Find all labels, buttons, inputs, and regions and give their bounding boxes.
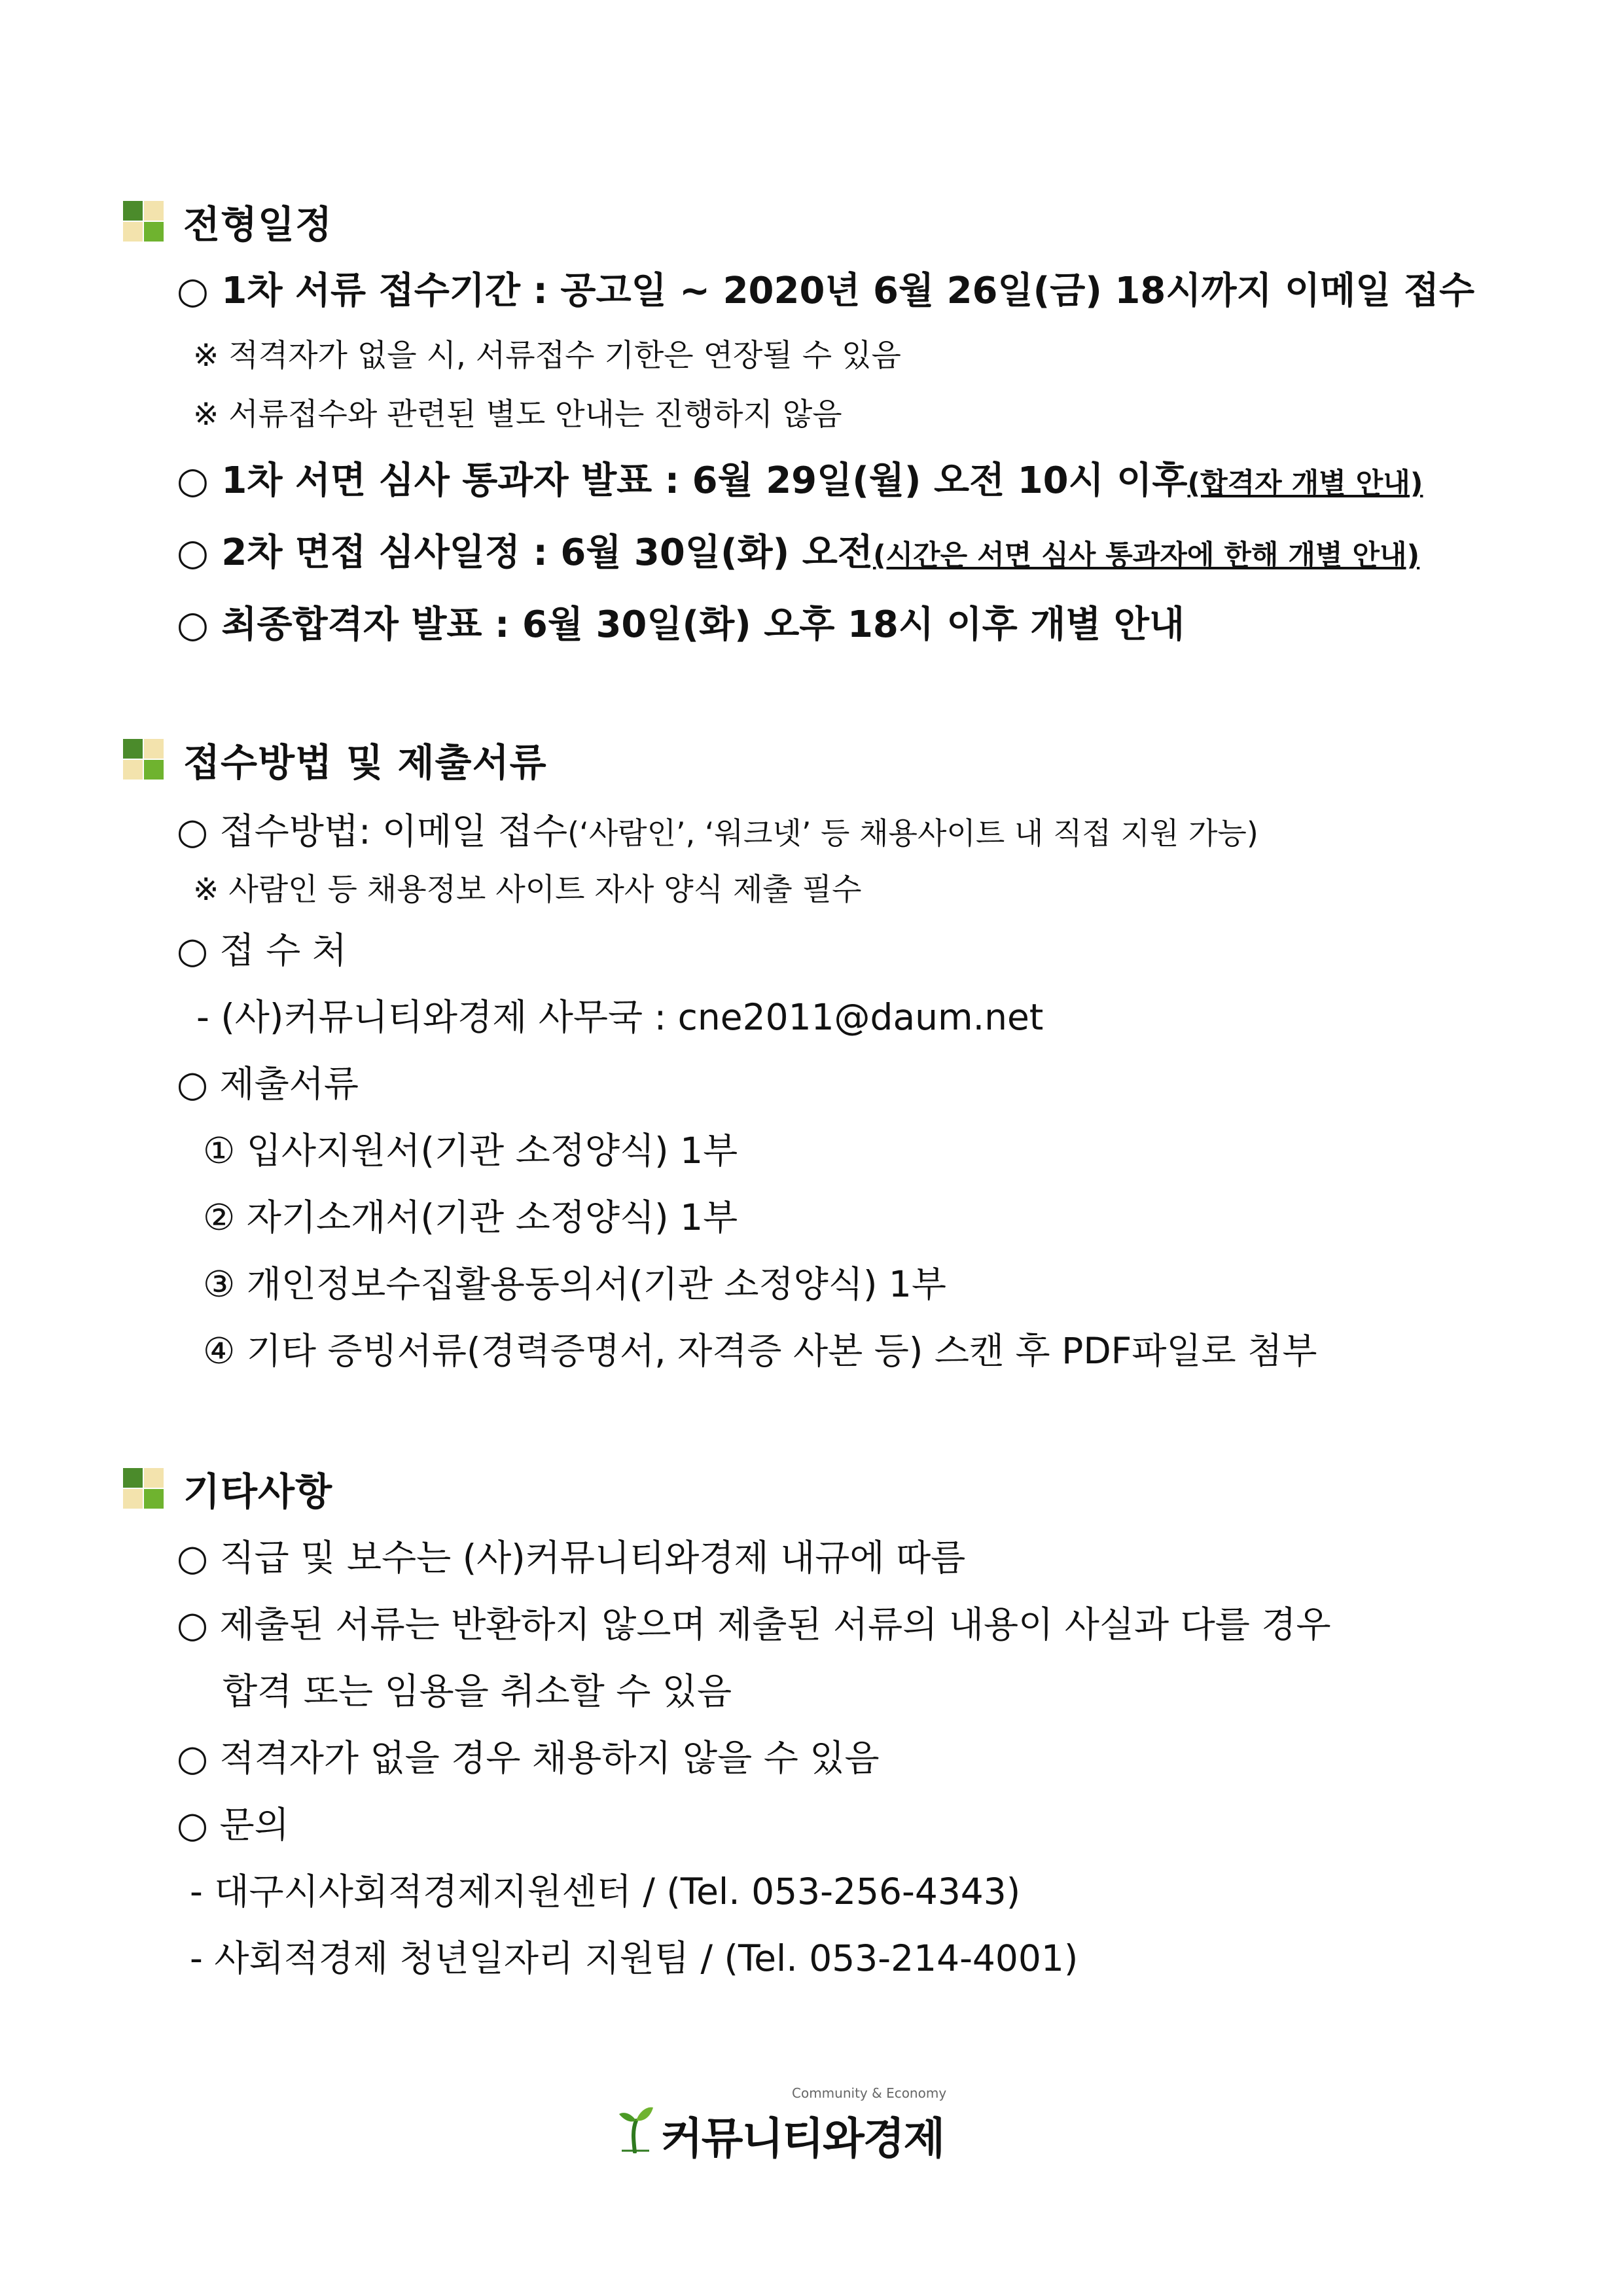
schedule-footnote: (시간은 서면 심사 통과자에 한해 개별 안내) [872, 539, 1420, 572]
schedule-text: ○ 1차 서면 심사 통과자 발표 : 6월 29일(월) 오전 10시 이후 [177, 459, 1188, 502]
contact-line: - 대구시사회적경제지원센터 / (Tel. 053-256-4343) [190, 1871, 1021, 1912]
section-heading-schedule [123, 194, 332, 249]
document-item: ③ 개인정보수집활용동의서(기관 소정양식) 1부 [203, 1263, 947, 1305]
section-title: 전형일정 [183, 202, 333, 247]
bullet-squares-icon [123, 1468, 164, 1509]
contact-line: - 사회적경제 청년일자리 지원팀 / (Tel. 053-214-4001) [190, 1937, 1079, 1979]
other-line: ○ 제출된 서류는 반환하지 않으며 제출된 서류의 내용이 사실과 다를 경우 [177, 1604, 1331, 1645]
schedule-line [177, 524, 1419, 576]
logo-text: 커뮤니티와경제 [661, 2113, 944, 2164]
method-address: - (사)커뮤니티와경제 사무국 : cne2011@daum.net [196, 996, 1044, 1038]
method-text-small: (‘사람인’, ‘워크넷’ 등 채용사이트 내 직접 지원 가능) [567, 816, 1258, 851]
schedule-note: ※ 서류접수와 관련된 별도 안내는 진행하지 않음 [193, 397, 842, 433]
method-line: ○ 제출서류 [177, 1063, 359, 1105]
section-heading-method [123, 732, 547, 787]
schedule-note: ※ 적격자가 없을 시, 서류접수 기한은 연장될 수 있음 [193, 338, 901, 374]
other-line: ○ 적격자가 없을 경우 채용하지 않을 수 있음 [177, 1737, 880, 1779]
other-line: ○ 직급 및 보수는 (사)커뮤니티와경제 내규에 따름 [177, 1537, 966, 1579]
method-line [177, 802, 1258, 854]
other-line-continued: 합격 또는 임용을 취소할 수 있음 [223, 1670, 732, 1712]
document-item: ④ 기타 증빙서류(경력증명서, 자격증 사본 등) 스캔 후 PDF파일로 첨부 [203, 1330, 1317, 1372]
section-heading-other [123, 1461, 332, 1516]
logo-subtitle: Community & Economy [792, 2085, 947, 2101]
sprout-icon [616, 2094, 656, 2153]
method-note: ※ 사람인 등 채용정보 사이트 자사 양식 제출 필수 [193, 872, 862, 908]
schedule-line: ○ 1차 서류 접수기간 : 공고일 ~ 2020년 6월 26일(금) 18시까지 이메일 접수 [177, 270, 1475, 312]
method-line: ○ 접 수 처 [177, 929, 347, 971]
bullet-squares-icon [123, 739, 164, 780]
section-title: 접수방법 및 제출서류 [183, 740, 547, 785]
schedule-text: ○ 2차 면접 심사일정 : 6월 30일(화) 오전 [177, 531, 873, 574]
other-line: ○ 문의 [177, 1804, 289, 1846]
schedule-line: ○ 최종합격자 발표 : 6월 30일(화) 오후 18시 이후 개별 안내 [177, 603, 1185, 646]
section-title: 기타사항 [183, 1469, 333, 1514]
schedule-footnote: (합격자 개별 안내) [1187, 467, 1423, 500]
schedule-line [177, 452, 1423, 504]
document-item: ② 자기소개서(기관 소정양식) 1부 [203, 1196, 738, 1238]
method-text: ○ 접수방법: 이메일 접수 [177, 810, 568, 852]
organization-logo [615, 2075, 947, 2164]
bullet-squares-icon [123, 201, 164, 242]
document-item: ① 입사지원서(기관 소정양식) 1부 [203, 1130, 738, 1172]
